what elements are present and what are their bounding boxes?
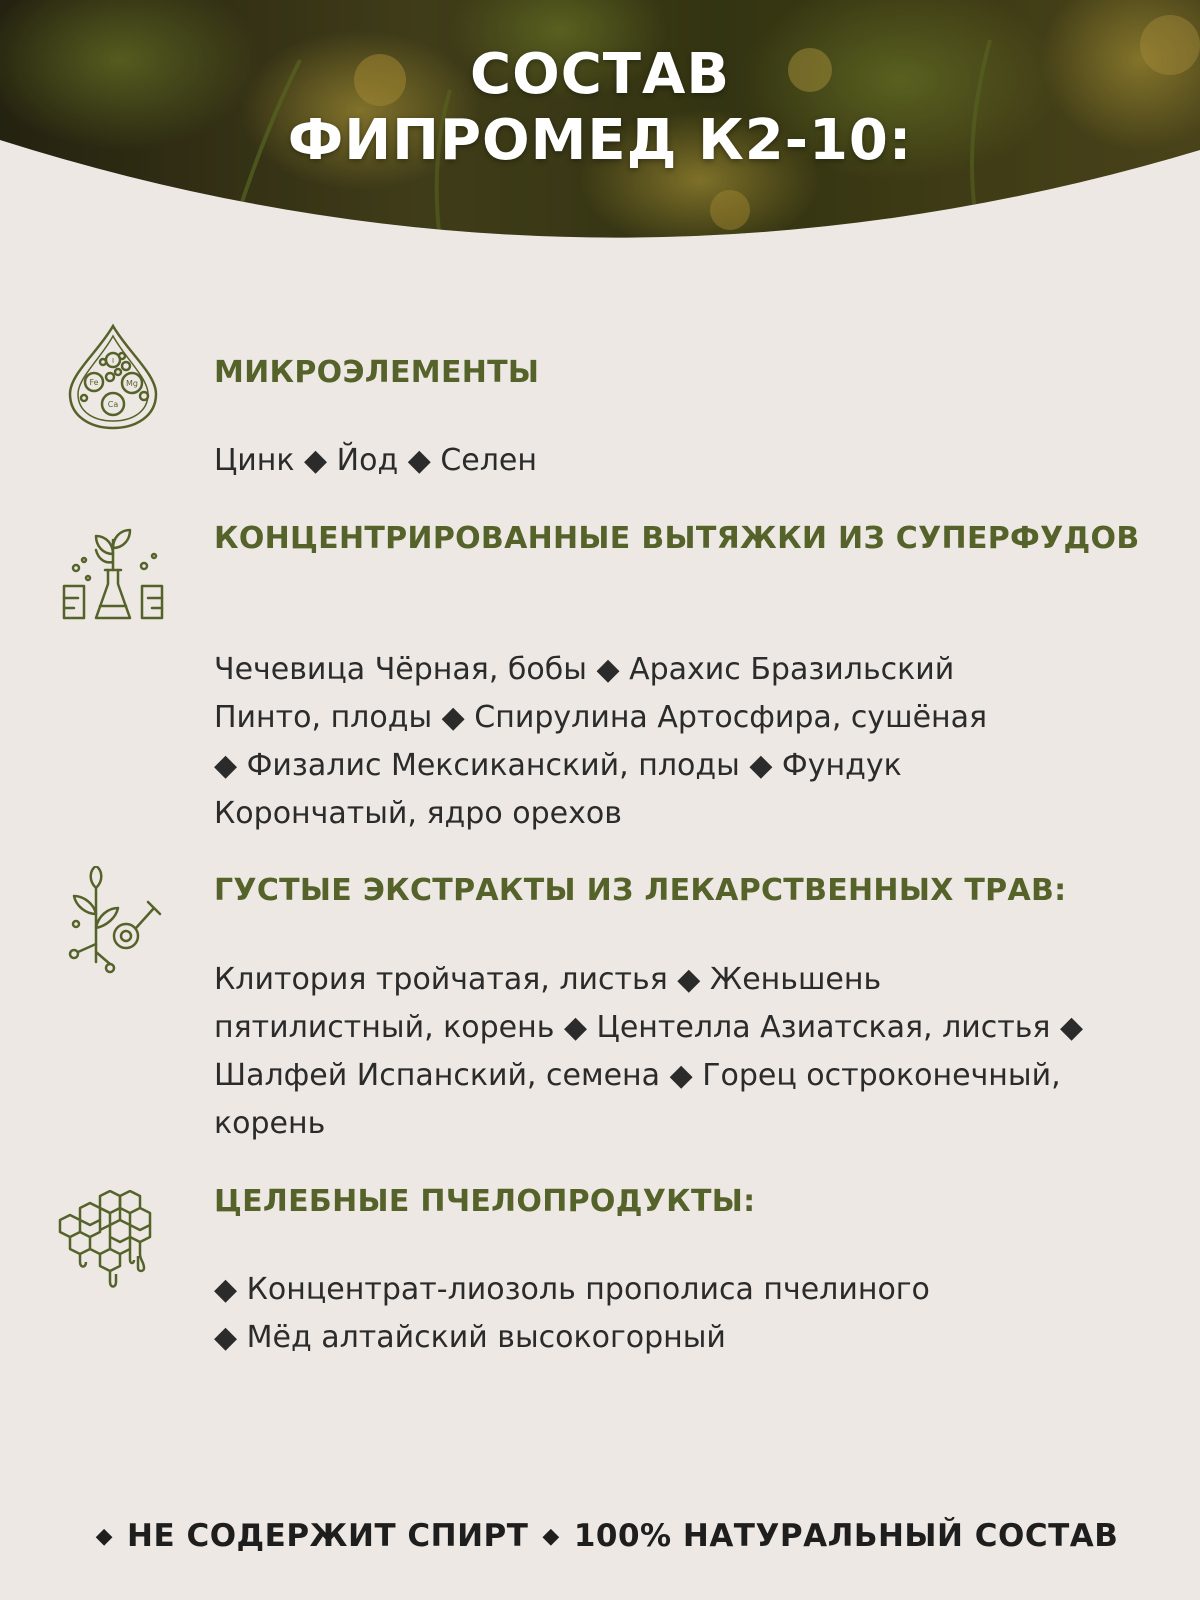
section-body [214, 646, 1154, 838]
body-line: Цинк ◆ Йод ◆ Селен [214, 443, 537, 478]
body-line: Чечевица Чёрная, бобы ◆ Арахис Бразильский [214, 652, 955, 687]
section-heading: МИКРОЭЛЕМЕНТЫ [214, 355, 540, 390]
diamond-bullet-icon: ◆ [95, 1524, 114, 1549]
page-title [0, 42, 1200, 174]
body-line: Пинто, плоды ◆ Спирулина Артосфира, сушёная [214, 700, 988, 735]
diamond-bullet-icon: ◆ [542, 1524, 560, 1549]
section-heading: ГУСТЫЕ ЭКСТРАКТЫ ИЗ ЛЕКАРСТВЕННЫХ ТРАВ: [214, 873, 1067, 908]
lab-flask-plant-icon [58, 520, 168, 630]
body-line: ◆ Концентрат-лиозоль прополиса пчелиного [214, 1272, 930, 1307]
body-line: ◆ Мёд алтайский высокогорный [214, 1320, 726, 1355]
body-line: Клитория тройчатая, листья ◆ Женьшень [214, 962, 882, 997]
section-heading: КОНЦЕНТРИРОВАННЫЕ ВЫТЯЖКИ ИЗ СУПЕРФУДОВ [214, 521, 1140, 556]
footer-claims [0, 1518, 1200, 1554]
section-body [214, 1266, 1154, 1362]
title-line-1: СОСТАВ [469, 42, 731, 107]
body-line: Шалфей Испанский, семена ◆ Горец остроконечный, [214, 1058, 1061, 1093]
body-line: пятилистный, корень ◆ Центелла Азиатская, листья ◆ [214, 1010, 1084, 1045]
title-line-2: ФИПРОМЕД К2-10: [287, 108, 913, 173]
water-drop-elements-icon [58, 322, 168, 432]
natural-composition-claim: 100% НАТУРАЛЬНЫЙ СОСТАВ [573, 1518, 1119, 1554]
honeycomb-icon [58, 1190, 168, 1300]
section-body [214, 956, 1154, 1148]
section-heading: ЦЕЛЕБНЫЕ ПЧЕЛОПРОДУКТЫ: [214, 1184, 756, 1219]
svg-text:Fe: Fe [89, 378, 99, 387]
hero-banner [0, 0, 1200, 240]
section-body [214, 437, 1154, 485]
body-line: Корончатый, ядро орехов [214, 796, 622, 831]
body-line: корень [214, 1106, 326, 1141]
body-line: ◆ Физалис Мексиканский, плоды ◆ Фундук [214, 748, 902, 783]
svg-text:Ca: Ca [107, 400, 119, 409]
svg-text:I: I [111, 357, 115, 365]
herb-extract-icon [58, 866, 168, 976]
svg-text:Mg: Mg [126, 379, 138, 388]
no-alcohol-claim: НЕ СОДЕРЖИТ СПИРТ [127, 1518, 529, 1554]
